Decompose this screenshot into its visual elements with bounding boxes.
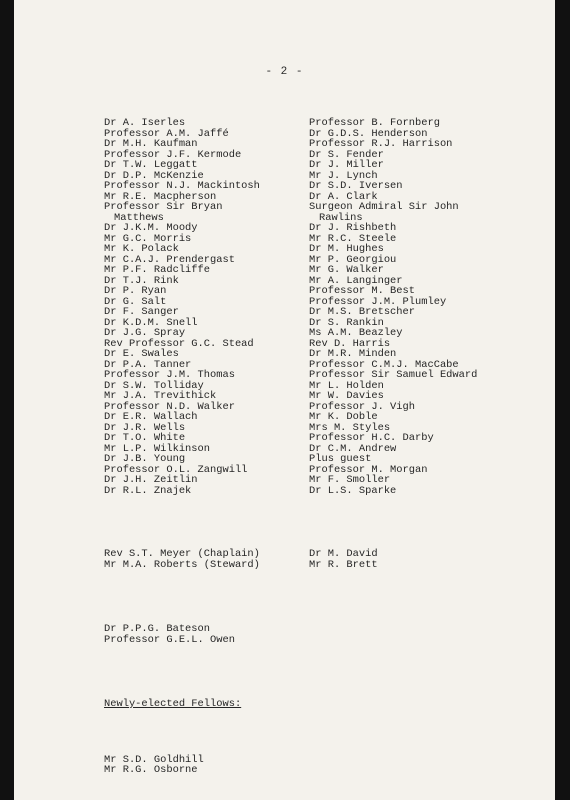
attendee-name: Dr A. Iserles: [104, 117, 186, 129]
attendee-name: Mr L.P. Wilkinson: [104, 442, 211, 455]
attendee-name: Dr C.M. Andrew: [309, 442, 397, 455]
attendee-name: Dr T.J. Rink: [104, 274, 179, 287]
attendee-name: Dr J.K.M. Moody: [104, 222, 198, 234]
attendee-name: Mr G.C. Morris: [104, 232, 192, 245]
document-page: [14, 0, 555, 800]
attendee-name: Surgeon Admiral Sir John: [309, 201, 459, 213]
attendee-name: Mr R. Brett: [309, 558, 378, 571]
attendee-name: Professor N.D. Walker: [104, 400, 235, 413]
attendee-name: Dr D.P. McKenzie: [104, 169, 204, 182]
attendee-name: Mr J. Lynch: [309, 169, 378, 182]
attendee-name: Dr G. Salt: [104, 295, 167, 308]
attendee-name: Dr S.W. Tolliday: [104, 379, 204, 392]
attendee-name: Dr P.P.G. Bateson: [104, 623, 211, 635]
attendee-name: Mr R.E. Macpherson: [104, 190, 217, 203]
attendee-name: Professor M. Morgan: [309, 463, 428, 476]
attendee-name: Dr T.O. White: [104, 432, 186, 444]
attendee-name: Mr P. Georgiou: [309, 253, 397, 266]
attendee-name: Dr M.R. Minden: [309, 348, 397, 360]
attendee-name: Professor N.J. Mackintosh: [104, 180, 260, 192]
new-fellows-heading: Newly-elected Fellows:: [104, 698, 242, 710]
right-extra-names-list: [309, 549, 477, 570]
attendee-name: Dr J. Miller: [309, 159, 384, 171]
attendee-name: Dr G.D.S. Henderson: [309, 127, 428, 140]
attendee-name: Rev Professor G.C. Stead: [104, 337, 254, 350]
attendee-name: Mr G. Walker: [309, 264, 384, 276]
attendee-name: Mr C.A.J. Prendergast: [104, 253, 235, 266]
attendee-name: Professor O.L. Zangwill: [104, 463, 248, 476]
attendee-name: Dr J.R. Wells: [104, 421, 186, 434]
other-names-list: [104, 624, 260, 645]
attendee-name: Professor Sir Samuel Edward: [309, 369, 478, 381]
attendee-name: Dr J.H. Zeitlin: [104, 474, 198, 486]
attendee-name: Professor R.J. Harrison: [309, 138, 453, 150]
attendee-name: Dr S. Fender: [309, 148, 384, 161]
attendee-name: Professor J.M. Thomas: [104, 369, 235, 381]
attendee-name: Dr M. David: [309, 548, 378, 560]
attendee-name: Professor J.M. Plumley: [309, 295, 447, 308]
attendee-name: Mrs M. Styles: [309, 421, 391, 434]
attendee-name: Professor J. Vigh: [309, 400, 416, 413]
attendee-name: Dr F. Sanger: [104, 306, 179, 318]
attendee-name: Dr M.S. Bretscher: [309, 306, 416, 318]
attendee-name: Rev D. Harris: [309, 337, 391, 350]
attendee-name: Dr M. Hughes: [309, 243, 384, 255]
attendee-name: Dr R.L. Znajek: [104, 484, 192, 497]
right-names-list: [309, 118, 477, 496]
attendee-name: Dr J.B. Young: [104, 453, 186, 465]
attendee-name: Mr L. Holden: [309, 379, 384, 392]
attendee-name: Dr A. Clark: [309, 190, 378, 203]
right-name-column: [309, 97, 477, 591]
attendee-name: Professor B. Fornberg: [309, 117, 440, 129]
new-fellow-name: Mr R.G. Osborne: [104, 764, 198, 776]
attendee-name: Professor J.F. Kermode: [104, 148, 242, 161]
new-fellows-list: [104, 755, 260, 776]
attendee-name: Plus guest: [309, 453, 372, 465]
attendee-name: Professor H.C. Darby: [309, 432, 434, 444]
attendee-name: Dr K.D.M. Snell: [104, 316, 198, 329]
attendee-name: Professor A.M. Jaffé: [104, 127, 229, 140]
attendee-name: Mr F. Smoller: [309, 474, 391, 486]
attendee-name: Ms A.M. Beazley: [309, 327, 403, 339]
left-names-list: [104, 118, 260, 496]
attendee-name: Professor C.M.J. MacCabe: [309, 358, 459, 371]
officer-name: Mr M.A. Roberts (Steward): [104, 558, 260, 571]
attendee-name: Dr E. Swales: [104, 348, 179, 360]
attendee-name: Dr T.W. Leggatt: [104, 159, 198, 171]
attendee-name: Mr K. Polack: [104, 243, 179, 255]
attendee-name: Dr P. Ryan: [104, 285, 167, 297]
attendee-name: Dr J.G. Spray: [104, 327, 186, 339]
attendee-name: Mr R.C. Steele: [309, 232, 397, 245]
attendee-name: Dr M.H. Kaufman: [104, 138, 198, 150]
attendee-name: Professor Sir Bryan: [104, 201, 223, 213]
new-fellow-name: Mr S.D. Goldhill: [104, 753, 204, 766]
attendee-name: Mr W. Davies: [309, 390, 384, 402]
attendee-name: Rawlins: [319, 211, 363, 224]
attendee-name: Mr P.F. Radcliffe: [104, 264, 211, 276]
attendee-name: Professor M. Best: [309, 285, 416, 297]
attendee-name: Matthews: [114, 211, 164, 224]
attendee-name: Mr J.A. Trevithick: [104, 390, 217, 402]
attendee-name: Mr A. Langinger: [309, 274, 403, 287]
attendee-name: Mr K. Doble: [309, 411, 378, 423]
attendee-name: Dr E.R. Wallach: [104, 411, 198, 423]
attendee-name: Dr S. Rankin: [309, 316, 384, 329]
left-name-column: [104, 97, 260, 797]
officer-name: Rev S.T. Meyer (Chaplain): [104, 548, 260, 560]
attendee-name: Professor G.E.L. Owen: [104, 633, 235, 646]
page-number: - 2 -: [265, 66, 304, 78]
attendee-name: Dr S.D. Iversen: [309, 180, 403, 192]
officers-list: [104, 549, 260, 570]
attendee-name: Dr J. Rishbeth: [309, 222, 397, 234]
attendee-name: Dr L.S. Sparke: [309, 484, 397, 497]
attendee-name: Dr P.A. Tanner: [104, 358, 192, 371]
